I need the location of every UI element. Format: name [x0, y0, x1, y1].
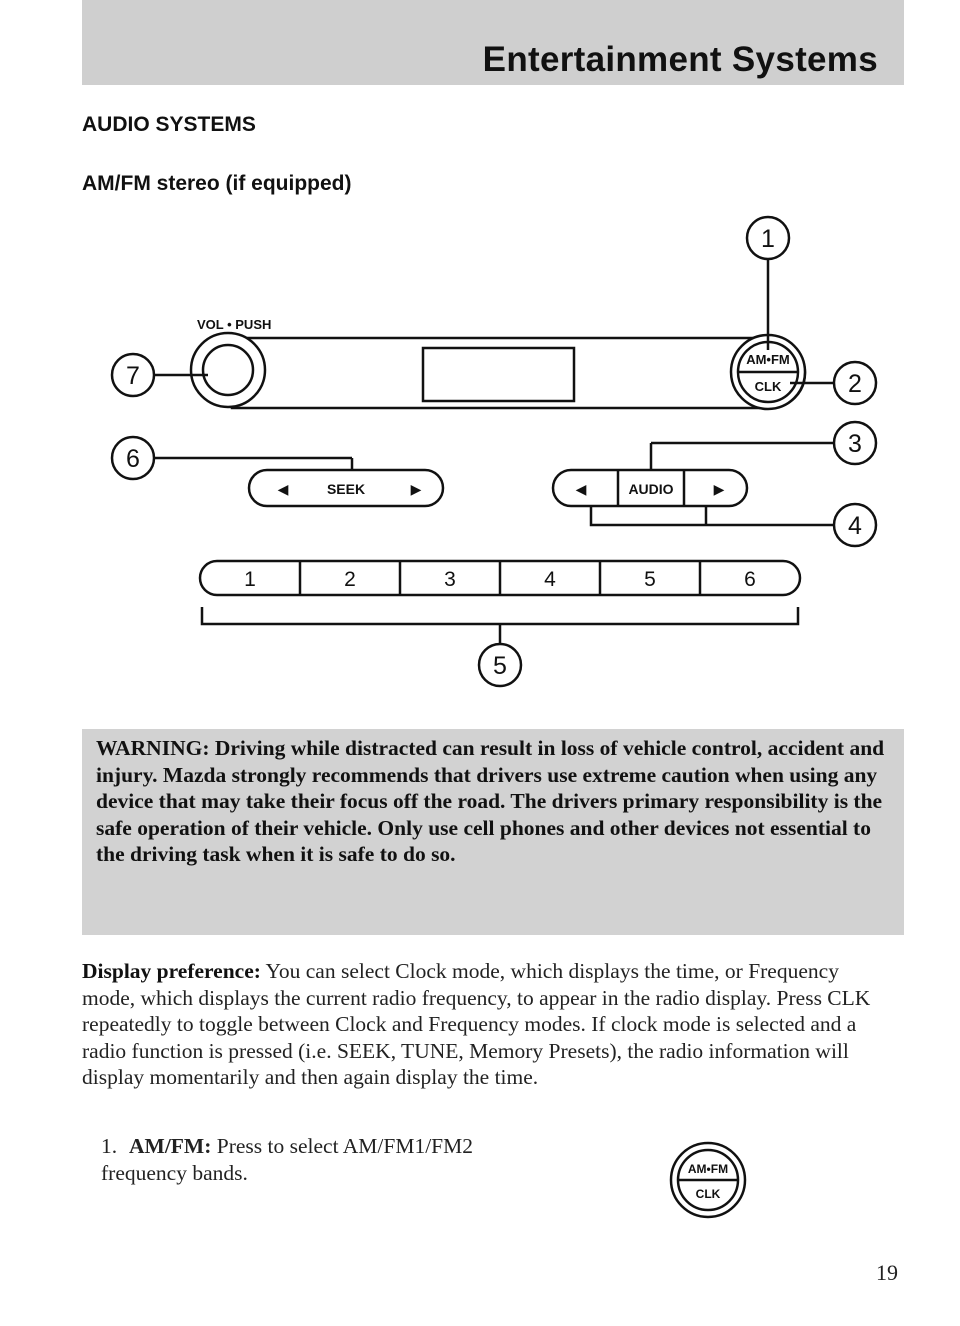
header-bar — [82, 0, 904, 85]
clk-label: CLK — [754, 379, 782, 394]
audio-left-arrow: ◀ — [575, 481, 587, 497]
callout-6: 6 — [126, 445, 140, 473]
seek-label: SEEK — [326, 481, 366, 497]
callout-2: 2 — [848, 370, 862, 398]
display-preference-text: You can select Clock mode, which displays the time, or Frequency mode, which displays the current radio frequency, to appear in the radio display. Press CLK repeatedly to toggle between Clock and Frequency modes. If clock mode is selected and a radio function is pressed (i.e. SEEK, TUNE, Memory Presets), the radio information will display momentarily and then again display the time. — [82, 959, 871, 1090]
display-preference-paragraph — [82, 958, 872, 1091]
preset-1-label: 1 — [244, 568, 256, 591]
preset-2-label: 2 — [344, 568, 356, 591]
section-title: AUDIO SYSTEMS — [82, 113, 256, 136]
radio-diagram — [0, 200, 960, 700]
callout-7: 7 — [126, 362, 140, 390]
warning-box — [82, 729, 904, 935]
seek-left-arrow: ◀ — [277, 481, 289, 497]
preset-3-label: 3 — [444, 568, 456, 591]
page-number: 19 — [876, 1260, 898, 1285]
preset-6-label: 6 — [744, 568, 756, 591]
audio-right-arrow: ▶ — [713, 481, 725, 497]
display-window — [423, 348, 574, 401]
subsection-title: AM/FM stereo (if equipped) — [82, 172, 352, 195]
amfm-clk-button-illustration — [668, 1140, 748, 1220]
display-preference-label: Display preference: — [82, 959, 261, 983]
item-number: 1. — [101, 1134, 118, 1158]
seek-right-arrow: ▶ — [410, 481, 422, 497]
amfm-label: AM•FM — [746, 352, 790, 367]
callout-1: 1 — [761, 225, 775, 253]
list-item — [101, 1133, 521, 1186]
preset-4-label: 4 — [544, 568, 556, 591]
vol-push-label: VOL • PUSH — [197, 317, 272, 332]
callout-3: 3 — [848, 430, 862, 458]
small-clk-label: CLK — [695, 1187, 721, 1201]
small-amfm-label: AM•FM — [687, 1162, 729, 1176]
page-header-title: Entertainment Systems — [482, 40, 878, 79]
item-text: Press to select AM/FM1/FM2 frequency bands. — [101, 1134, 474, 1185]
callout-5: 5 — [493, 652, 507, 680]
preset-5-label: 5 — [644, 568, 656, 591]
audio-label: AUDIO — [628, 481, 674, 497]
warning-text: WARNING: Driving while distracted can result in loss of vehicle control, accident and injury. Mazda strongly recommends that drivers use extreme caution when using any device that may take their focus off the road. The drivers primary responsibility is the safe operation of their vehicle. Only use cell phones and other devices not essential to the driving task when it is safe to do so. — [96, 736, 885, 867]
item-label: AM/FM: — [129, 1134, 212, 1158]
callout-4: 4 — [848, 512, 862, 540]
